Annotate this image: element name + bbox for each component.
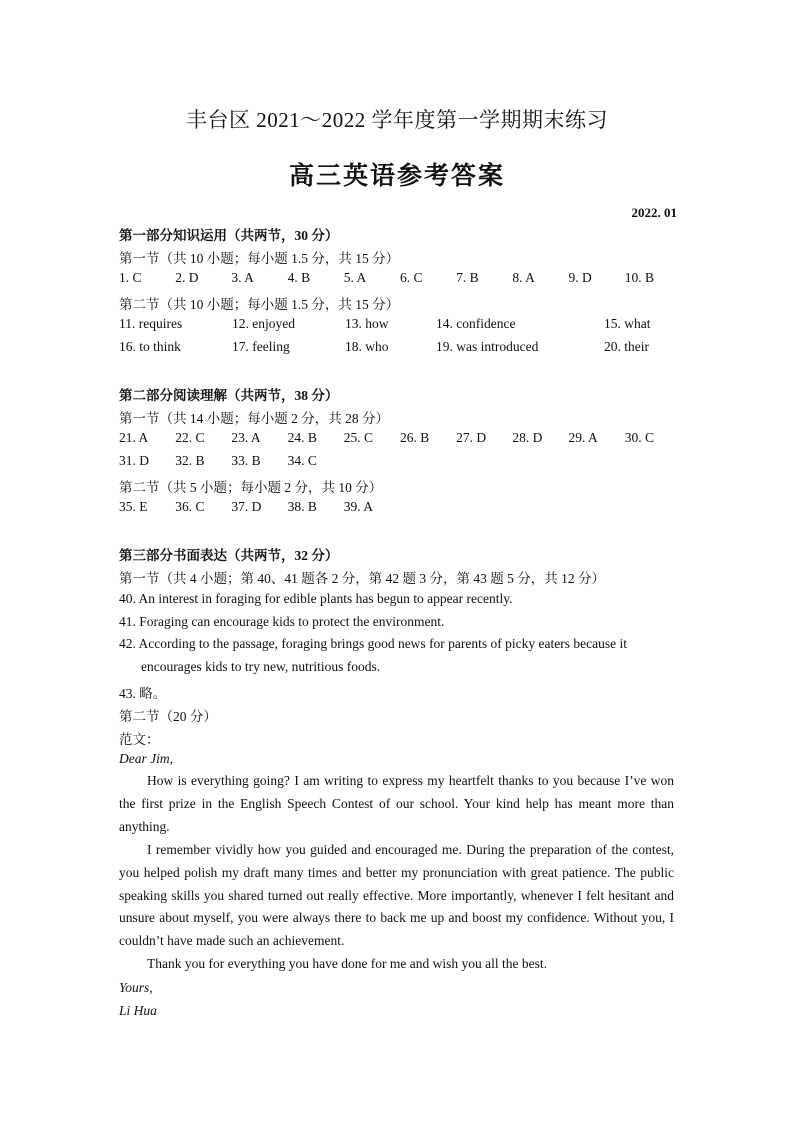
letter-greeting: Dear Jim, [119,751,173,766]
part1-sec1-answers [119,270,681,286]
part2-sec1-label: 第一节（共 14 小题；每小题 2 分，共 28 分） [119,411,389,426]
answer-42: 42. According to the passage, foraging brings good news for parents of picky eaters because it encourages kids to try new, nutritious foods. [119,636,627,674]
answer-item: 10. B [624,270,654,285]
letter-paragraph-3: Thank you for everything you have done for me and wish you all the best. [147,956,548,971]
answer-item: 24. B [287,430,317,445]
answer-item: 22. C [175,430,205,445]
answer-41: 41. Foraging can encourage kids to protect the environment. [119,614,445,629]
answer-item: 5. A [343,270,367,285]
answer-item: 21. A [119,430,149,445]
letter-paragraph-2: I remember vividly how you guided and encouraged me. During the preparation of the contest, you helped polish my draft many times and better my pronunciation with great patience. The public speaking skills you shared turned out really effective. More importantly, whenever I felt hesitant and unsure about myself, you were always there to back me up and boost my confidence. Without you, I couldn’t have made such an achievement. [119,842,674,949]
answer-item: 1. C [119,270,142,285]
answer-item: 13. how [345,316,389,331]
answer-item: 6. C [399,270,423,285]
sample-essay-label: 范文： [119,732,160,747]
answer-item: 16. to think [119,339,181,354]
letter-closing: Yours, [119,980,153,995]
part3-sec1-label: 第一节（共 4 小题；第 40、41 题各 2 分，第 42 题 3 分，第 43 题 5 分，共 12 分） [119,571,605,586]
part2-sec2-answers [119,499,400,515]
part3-sec2-label: 第二节（20 分） [119,709,217,724]
part2-sec1-row2 [119,453,344,469]
answer-item: 35. E [119,499,148,514]
answer-item: 25. C [343,430,374,445]
answer-item: 9. D [568,270,592,285]
answer-item: 38. B [287,499,317,514]
answer-item: 11. requires [119,316,183,331]
answer-item: 39. A [343,499,374,514]
answer-item: 23. A [231,430,261,445]
answer-item: 34. C [287,453,317,468]
answer-item: 2. D [175,270,199,285]
part2-heading: 第二部分阅读理解（共两节，38 分） [119,388,339,403]
answer-item: 33. B [231,453,261,468]
answer-item: 36. C [175,499,205,514]
part1-sec2-row2 [119,339,649,355]
answer-item: 32. B [175,453,205,468]
part1-sec2-label: 第二节（共 10 小题；每小题 1.5 分，共 15 分） [119,297,400,312]
answer-item: 3. A [231,270,254,285]
answer-item: 14. confidence [436,316,516,331]
answer-item: 4. B [287,270,311,285]
part1-sec2-row1 [119,316,651,332]
answer-item: 8. A [512,270,535,285]
date-label: 2022. 01 [631,205,677,220]
answer-40: 40. An interest in foraging for edible plants has begun to appear recently. [119,591,513,606]
letter-paragraph-1: How is everything going? I am writing to express my heartfelt thanks to you because I’ve won the first prize in the English Speech Contest of our school. Your kind help has meant more than anything. [119,773,674,834]
answer-43: 43. 略。 [119,686,167,701]
answer-item: 26. B [399,430,430,445]
answer-item: 27. D [456,430,487,445]
answer-item: 19. was introduced [436,339,539,354]
exam-title: 丰台区 2021～2022 学年度第一学期期末练习 [186,108,608,132]
answer-item: 18. who [345,339,389,354]
answer-item: 31. D [119,453,149,468]
answer-item: 12. enjoyed [232,316,295,331]
part2-sec2-label: 第二节（共 5 小题；每小题 2 分，共 10 分） [119,480,383,495]
answer-item: 17. feeling [232,339,290,354]
page-title: 高三英语参考答案 [288,163,505,190]
part3-heading: 第三部分书面表达（共两节，32 分） [119,548,339,563]
answer-item: 29. A [568,430,598,445]
answer-item: 15. what [604,316,651,331]
answer-item: 30. C [624,430,654,445]
part1-sec1-label: 第一节（共 10 小题；每小题 1.5 分，共 15 分） [119,251,400,266]
answer-item: 37. D [231,499,262,514]
letter-signature: Li Hua [119,1003,157,1018]
part1-heading: 第一部分知识运用（共两节，30 分） [119,228,339,243]
answer-item: 20. their [604,339,649,354]
part2-sec1-row1 [119,430,681,446]
answer-item: 28. D [512,430,543,445]
answer-item: 7. B [456,270,479,285]
